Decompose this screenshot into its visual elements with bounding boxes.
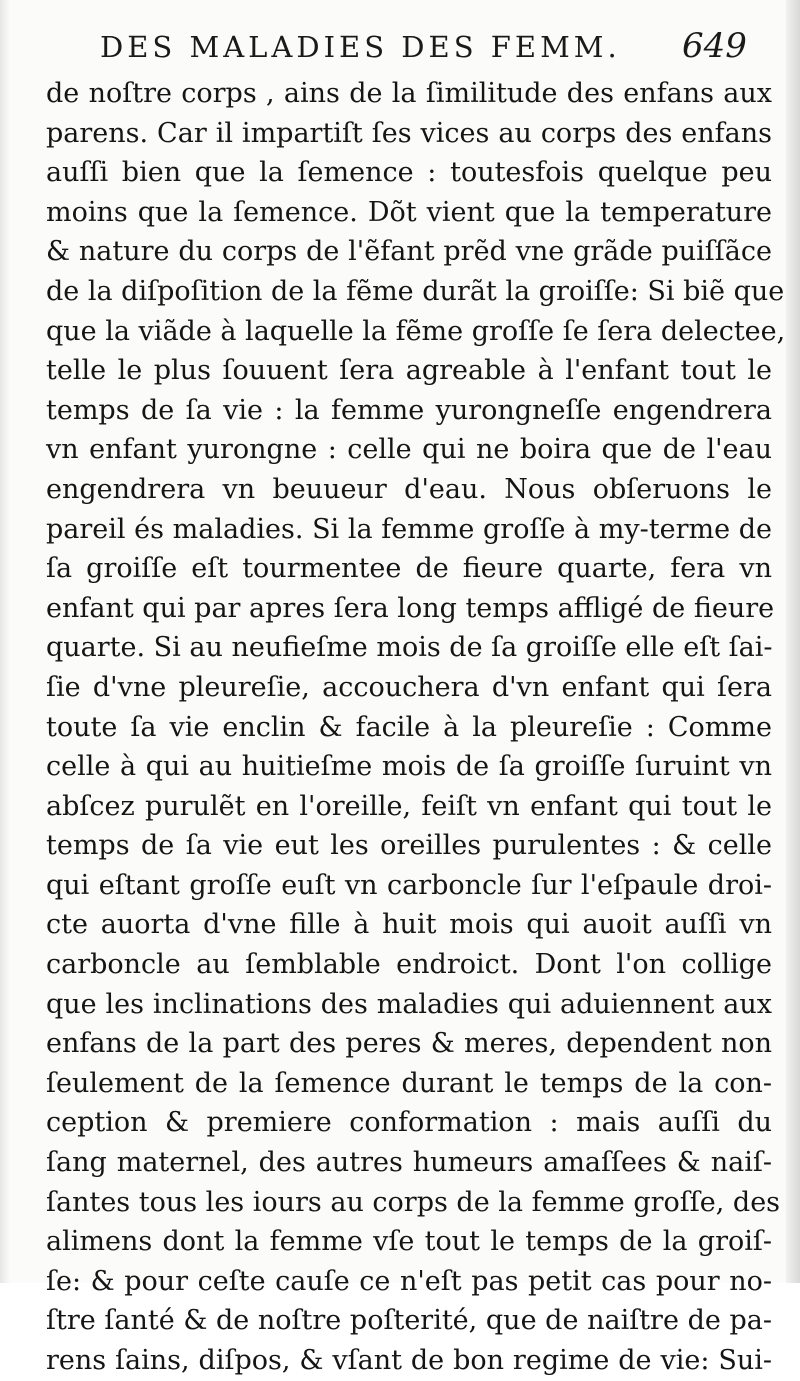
text-line: cte auorta d'vne fille à huit mois qui auoit auſſi vn: [46, 909, 772, 941]
text-line: carboncle au ſemblable endroict. Dont l'on collige: [46, 949, 772, 981]
text-line: qui eſtant groſſe euſt vn carboncle ſur l'eſpaule droi-: [46, 869, 772, 901]
text-line: parens. Car il impartiſt ſes vices au corps des enfans: [46, 117, 772, 149]
text-line: ſe: & pour ceſte cauſe ce n'eſt pas petit cas pour no-: [46, 1265, 772, 1297]
page-number: 649: [682, 26, 747, 66]
text-line: celle à qui au huitieſme mois de ſa groiſſe ſuruint vn: [46, 751, 772, 783]
text-line: toute ſa vie enclin & facile à la pleureſie : Comme: [46, 711, 772, 743]
text-line: que la viãde à laquelle la fẽme groſſe ſe ſera delectee,: [46, 315, 786, 347]
text-line: ſantes tous les iours au corps de la femme groſſe, des: [46, 1186, 781, 1218]
text-line: de la diſpoſition de la fẽme durãt la groiſſe: Si biẽ que: [46, 275, 785, 307]
text-line: telle le plus ſouuent ſera agreable à l'enfant tout le: [46, 355, 772, 387]
text-line: de noſtre corps , ains de la ſimilitude des enfans aux: [46, 78, 772, 109]
text-line: rens ſains, diſpos, & vſant de bon regime de vie: Sui-: [46, 1345, 772, 1376]
text-line: ſie d'vne pleureſie, accouchera d'vn enfant qui ſera: [46, 671, 772, 703]
text-line: & nature du corps de l'ẽfant prẽd vne grãde puiſſãce: [46, 236, 772, 268]
body-text: [46, 74, 786, 1381]
text-line: ſang maternel, des autres humeurs amaſſees & naiſ-: [46, 1147, 772, 1179]
text-line: engendrera vn beuueur d'eau. Nous obſeruons le: [46, 473, 772, 505]
text-line: pareil és maladies. Si la femme groſſe à my-terme de: [46, 513, 772, 545]
text-line: vn enfant yurongne : celle qui ne boira que de l'eau: [46, 434, 772, 466]
text-line: moins que la ſemence. Dõt vient que la temperature: [46, 196, 772, 228]
text-line: enfans de la part des peres & meres, dependent non: [46, 1028, 772, 1060]
text-line: enfant qui par apres ſera long temps affligé de fieure: [46, 592, 775, 624]
running-head: DES MALADIES DES FEMM.: [100, 30, 621, 64]
text-line: auſſi bien que la ſemence : toutesfois quelque peu: [46, 157, 772, 189]
page-edge-shadow: [786, 0, 800, 1283]
text-line: que les inclinations des maladies qui aduiennent aux: [46, 988, 772, 1020]
text-line: alimens dont la femme vſe tout le temps de la groiſ-: [46, 1226, 772, 1258]
text-line: abſcez purulẽt en l'oreille, feiſt vn enfant qui tout le: [46, 790, 772, 822]
text-line: quarte. Si au neufieſme mois de ſa groiſſe elle eſt ſai-: [46, 632, 773, 664]
text-line: temps de ſa vie : la femme yurongneſſe engendrera: [46, 394, 772, 426]
text-line: temps de ſa vie eut les oreilles purulentes : & celle: [46, 830, 772, 862]
text-line: ſtre ſanté & de noſtre poſterité, que de naiſtre de pa-: [46, 1305, 772, 1337]
text-line: ſa groiſſe eſt tourmentee de fieure quarte, fera vn: [46, 553, 772, 585]
text-line: ception & premiere conformation : mais auſſi du: [46, 1107, 772, 1139]
page-gutter-shadow: [0, 0, 10, 1283]
text-line: ſeulement de la ſemence durant le temps de la con-: [46, 1067, 772, 1099]
